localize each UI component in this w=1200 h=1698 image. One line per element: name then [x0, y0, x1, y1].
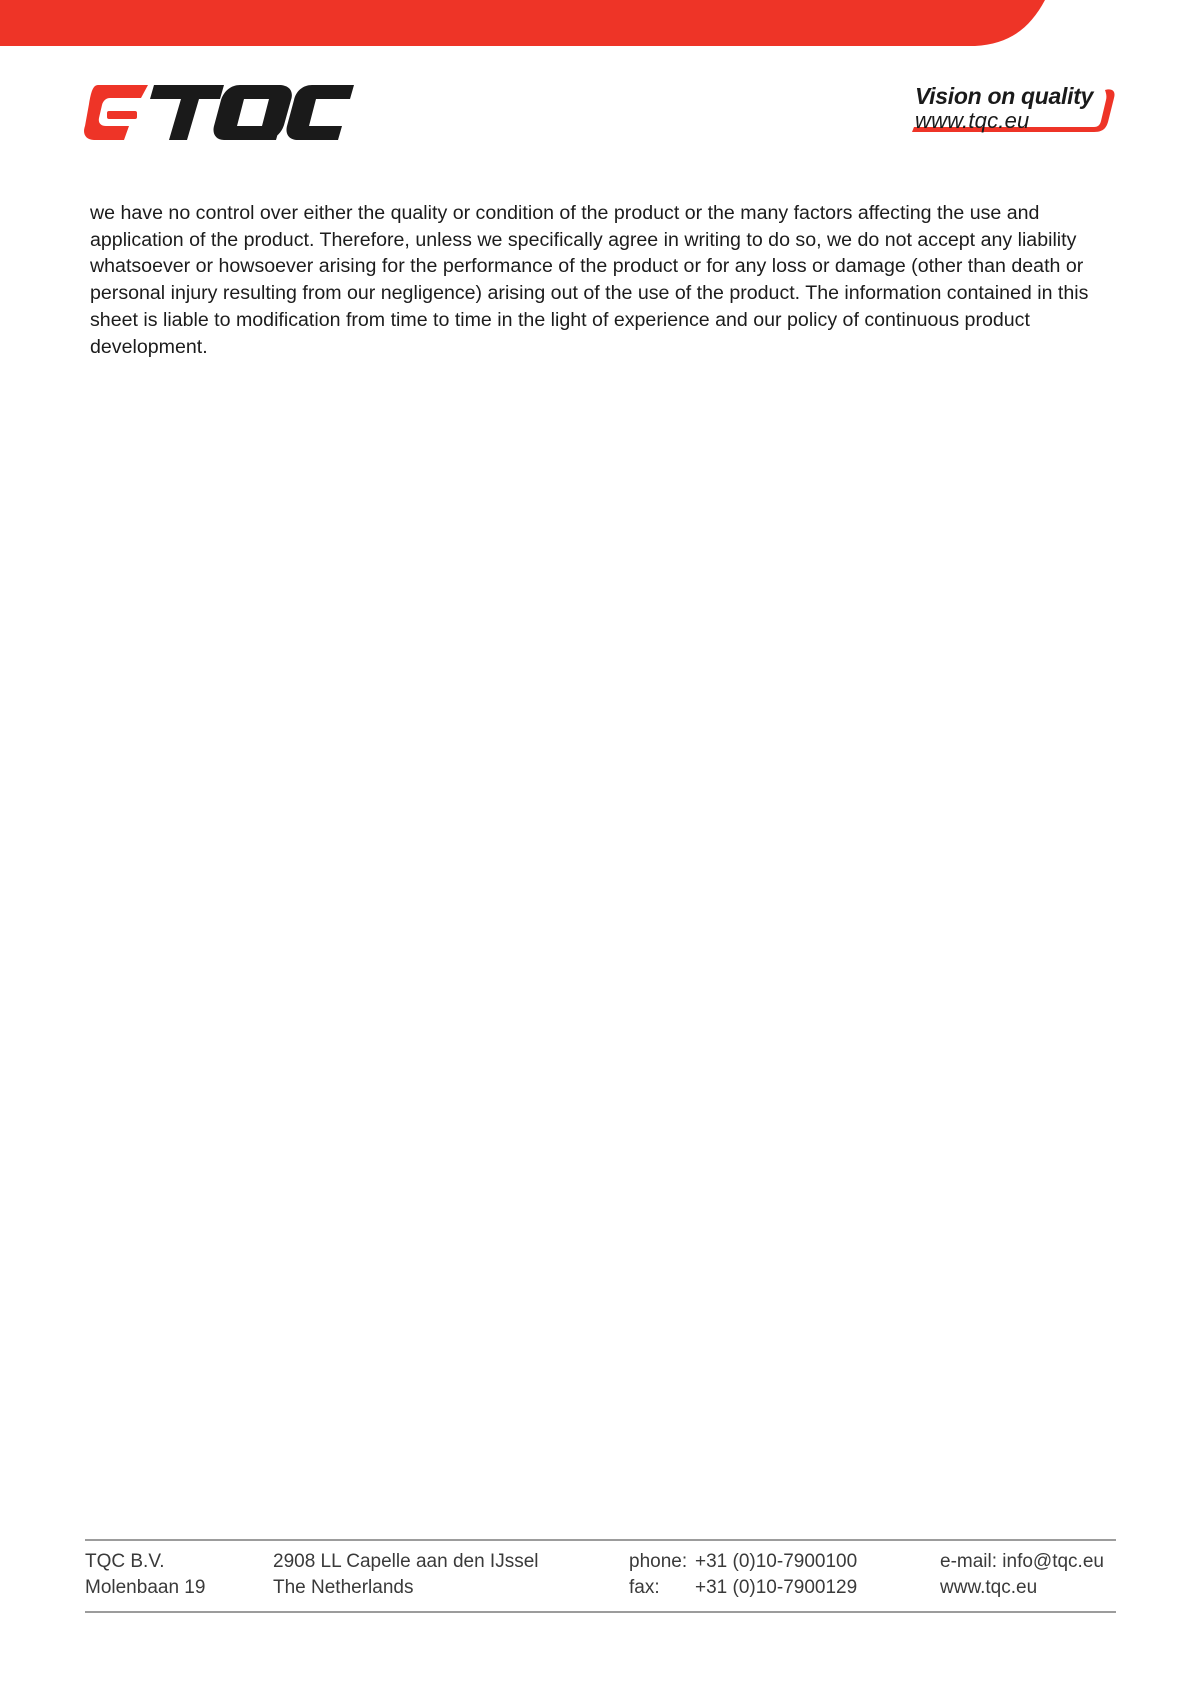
tagline-text: Vision on quality [915, 83, 1094, 109]
footer-postal-city: 2908 LL Capelle aan den IJssel [273, 1551, 539, 1572]
header-website[interactable]: www.tqc.eu [915, 108, 1030, 133]
footer-phone-label: phone: [629, 1551, 688, 1572]
header-red-band [0, 0, 1200, 48]
footer-bottom-rule [85, 1611, 1116, 1613]
footer-fax-label: fax: [629, 1577, 660, 1598]
footer-company-column [85, 1549, 205, 1601]
footer-phone-column [629, 1549, 857, 1601]
footer-website[interactable]: www.tqc.eu [940, 1577, 1038, 1598]
footer-top-rule [85, 1539, 1116, 1541]
footer-country: The Netherlands [273, 1577, 414, 1598]
footer-phone-number[interactable]: +31 (0)10-7900100 [695, 1551, 858, 1572]
footer-fax-line [629, 1575, 857, 1601]
tagline-block [908, 82, 1120, 146]
footer-street: Molenbaan 19 [85, 1577, 206, 1598]
tqc-logo [84, 82, 354, 144]
footer-address-column [273, 1549, 539, 1601]
footer-contact-column [940, 1549, 1104, 1601]
footer-fax-number: +31 (0)10-7900129 [695, 1577, 858, 1598]
footer-company-name: TQC B.V. [85, 1551, 165, 1572]
footer-phone-line [629, 1549, 857, 1575]
disclaimer-paragraph: we have no control over either the quality or condition of the product or the many factors affecting the use and application of the product. Therefore, unless we specifically agree in writing to do so, we do not accept any liability whatsoever or howsoever arising for the performance of the product or for any loss or damage (other than death or personal injury resulting from our negligence) arising out of the use of the product. The information contained in this sheet is liable to modification from time to time in the light of experience and our policy of continuous product development. [90, 202, 1089, 358]
footer-email[interactable]: e-mail: info@tqc.eu [940, 1551, 1104, 1572]
